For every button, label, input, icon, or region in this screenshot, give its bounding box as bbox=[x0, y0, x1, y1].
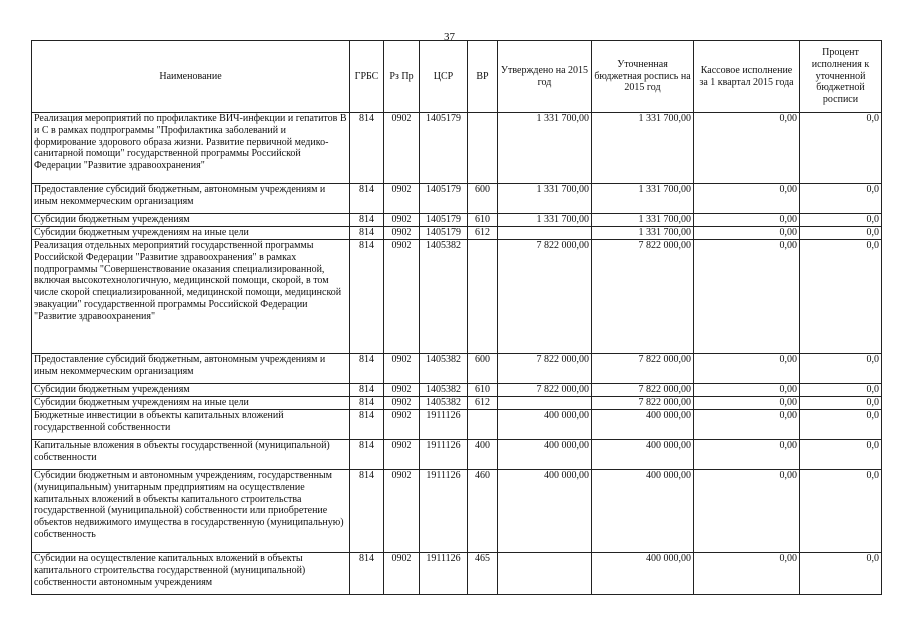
row-approved bbox=[498, 227, 592, 240]
row-name: Субсидии бюджетным и автономным учреждениям, государственным (муниципальным) унитарным предприятиям на осуществление капитальных вложений в объекты капитального строительства государственной (муниципальной) собственности или приобретение объектов недвижимого имущества в государственную (муниципальную) собственность bbox=[32, 470, 350, 553]
row-rzpr: 0902 bbox=[384, 397, 420, 410]
row-percent: 0,0 bbox=[800, 397, 882, 410]
row-grbs: 814 bbox=[350, 113, 384, 184]
row-cash: 0,00 bbox=[694, 240, 800, 354]
row-approved: 400 000,00 bbox=[498, 440, 592, 470]
row-cash: 0,00 bbox=[694, 470, 800, 553]
row-approved: 7 822 000,00 bbox=[498, 240, 592, 354]
row-csr: 1405382 bbox=[420, 384, 468, 397]
row-csr: 1405382 bbox=[420, 397, 468, 410]
header-refined: Уточненная бюджетная роспись на 2015 год bbox=[592, 41, 694, 113]
row-vr bbox=[468, 410, 498, 440]
budget-execution-table bbox=[31, 40, 882, 595]
row-name: Субсидии бюджетным учреждениям на иные цели bbox=[32, 397, 350, 410]
row-name: Субсидии бюджетным учреждениям bbox=[32, 384, 350, 397]
row-name: Субсидии на осуществление капитальных вложений в объекты капитального строительства государственной (муниципальной) собственности автономным учреждениям bbox=[32, 553, 350, 595]
row-vr: 610 bbox=[468, 384, 498, 397]
row-name: Субсидии бюджетным учреждениям bbox=[32, 214, 350, 227]
row-csr: 1405179 bbox=[420, 184, 468, 214]
row-approved: 7 822 000,00 bbox=[498, 354, 592, 384]
row-csr: 1405179 bbox=[420, 113, 468, 184]
row-csr: 1911126 bbox=[420, 553, 468, 595]
row-refined: 1 331 700,00 bbox=[592, 227, 694, 240]
row-rzpr: 0902 bbox=[384, 227, 420, 240]
header-cash: Кассовое исполнение за 1 квартал 2015 года bbox=[694, 41, 800, 113]
row-cash: 0,00 bbox=[694, 214, 800, 227]
row-csr: 1405382 bbox=[420, 240, 468, 354]
row-refined: 7 822 000,00 bbox=[592, 384, 694, 397]
row-grbs: 814 bbox=[350, 440, 384, 470]
row-refined: 1 331 700,00 bbox=[592, 113, 694, 184]
row-cash: 0,00 bbox=[694, 410, 800, 440]
row-csr: 1911126 bbox=[420, 470, 468, 553]
row-cash: 0,00 bbox=[694, 553, 800, 595]
row-vr: 600 bbox=[468, 354, 498, 384]
table-row bbox=[32, 227, 882, 240]
header-approved: Утверждено на 2015 год bbox=[498, 41, 592, 113]
row-rzpr: 0902 bbox=[384, 354, 420, 384]
header-vr: ВР bbox=[468, 41, 498, 113]
row-percent: 0,0 bbox=[800, 470, 882, 553]
row-rzpr: 0902 bbox=[384, 470, 420, 553]
row-csr: 1405179 bbox=[420, 227, 468, 240]
row-cash: 0,00 bbox=[694, 227, 800, 240]
table-row bbox=[32, 440, 882, 470]
row-rzpr: 0902 bbox=[384, 113, 420, 184]
header-csr: ЦСР bbox=[420, 41, 468, 113]
row-name: Предоставление субсидий бюджетным, автономным учреждениям и иным некоммерческим организациям bbox=[32, 184, 350, 214]
row-rzpr: 0902 bbox=[384, 553, 420, 595]
row-approved: 400 000,00 bbox=[498, 410, 592, 440]
row-refined: 400 000,00 bbox=[592, 410, 694, 440]
row-percent: 0,0 bbox=[800, 227, 882, 240]
table-row bbox=[32, 354, 882, 384]
row-percent: 0,0 bbox=[800, 440, 882, 470]
row-grbs: 814 bbox=[350, 470, 384, 553]
row-refined: 7 822 000,00 bbox=[592, 397, 694, 410]
row-approved: 400 000,00 bbox=[498, 470, 592, 553]
row-approved: 1 331 700,00 bbox=[498, 214, 592, 227]
row-csr: 1405179 bbox=[420, 214, 468, 227]
table-row bbox=[32, 184, 882, 214]
row-percent: 0,0 bbox=[800, 184, 882, 214]
row-vr: 400 bbox=[468, 440, 498, 470]
row-percent: 0,0 bbox=[800, 553, 882, 595]
row-grbs: 814 bbox=[350, 214, 384, 227]
header-percent: Процент исполнения к уточненной бюджетной росписи bbox=[800, 41, 882, 113]
row-grbs: 814 bbox=[350, 240, 384, 354]
row-vr: 610 bbox=[468, 214, 498, 227]
row-refined: 7 822 000,00 bbox=[592, 240, 694, 354]
row-rzpr: 0902 bbox=[384, 214, 420, 227]
row-refined: 1 331 700,00 bbox=[592, 214, 694, 227]
row-approved: 1 331 700,00 bbox=[498, 113, 592, 184]
row-vr: 612 bbox=[468, 227, 498, 240]
table-row bbox=[32, 113, 882, 184]
row-cash: 0,00 bbox=[694, 384, 800, 397]
header-grbs: ГРБС bbox=[350, 41, 384, 113]
row-percent: 0,0 bbox=[800, 214, 882, 227]
row-grbs: 814 bbox=[350, 410, 384, 440]
row-vr bbox=[468, 240, 498, 354]
table-row bbox=[32, 384, 882, 397]
row-percent: 0,0 bbox=[800, 240, 882, 354]
row-rzpr: 0902 bbox=[384, 440, 420, 470]
row-approved: 7 822 000,00 bbox=[498, 384, 592, 397]
row-vr: 465 bbox=[468, 553, 498, 595]
row-name: Бюджетные инвестиции в объекты капитальных вложений государственной собственности bbox=[32, 410, 350, 440]
row-percent: 0,0 bbox=[800, 354, 882, 384]
row-csr: 1911126 bbox=[420, 440, 468, 470]
row-name: Субсидии бюджетным учреждениям на иные цели bbox=[32, 227, 350, 240]
row-cash: 0,00 bbox=[694, 354, 800, 384]
row-vr bbox=[468, 113, 498, 184]
row-vr: 600 bbox=[468, 184, 498, 214]
row-rzpr: 0902 bbox=[384, 384, 420, 397]
row-grbs: 814 bbox=[350, 397, 384, 410]
row-refined: 7 822 000,00 bbox=[592, 354, 694, 384]
row-cash: 0,00 bbox=[694, 113, 800, 184]
row-refined: 400 000,00 bbox=[592, 553, 694, 595]
row-name: Предоставление субсидий бюджетным, автономным учреждениям и иным некоммерческим организациям bbox=[32, 354, 350, 384]
row-vr: 612 bbox=[468, 397, 498, 410]
row-grbs: 814 bbox=[350, 384, 384, 397]
row-grbs: 814 bbox=[350, 553, 384, 595]
row-rzpr: 0902 bbox=[384, 410, 420, 440]
row-refined: 400 000,00 bbox=[592, 440, 694, 470]
table-row bbox=[32, 553, 882, 595]
row-approved bbox=[498, 397, 592, 410]
row-cash: 0,00 bbox=[694, 440, 800, 470]
row-name: Реализация отдельных мероприятий государственной программы Российской Федерации "Развитие здравоохранения" в рамках подпрограммы "Совершенствование оказания специализированной, включая высокотехнологичную, медицинской помощи, скорой, в том числе скорой специализированной, медицинской помощи, медицинской эвакуации" государственной программы Российской Федерации "Развитие здравоохранения" bbox=[32, 240, 350, 354]
row-grbs: 814 bbox=[350, 184, 384, 214]
row-percent: 0,0 bbox=[800, 113, 882, 184]
row-cash: 0,00 bbox=[694, 397, 800, 410]
page-number: 37 bbox=[444, 31, 455, 43]
row-approved bbox=[498, 553, 592, 595]
row-percent: 0,0 bbox=[800, 410, 882, 440]
row-name: Реализация мероприятий по профилактике ВИЧ-инфекции и гепатитов В и С в рамках подпрограммы "Профилактика заболеваний и формирование здорового образа жизни. Развитие первичной медико-санитарной помощи" государственной программы Российской Федерации "Развитие здравоохранения" bbox=[32, 113, 350, 184]
row-csr: 1911126 bbox=[420, 410, 468, 440]
header-rzpr: Рз Пр bbox=[384, 41, 420, 113]
table-row bbox=[32, 410, 882, 440]
row-name: Капитальные вложения в объекты государственной (муниципальной) собственности bbox=[32, 440, 350, 470]
row-percent: 0,0 bbox=[800, 384, 882, 397]
row-rzpr: 0902 bbox=[384, 184, 420, 214]
row-approved: 1 331 700,00 bbox=[498, 184, 592, 214]
row-rzpr: 0902 bbox=[384, 240, 420, 354]
table-header-row bbox=[32, 41, 882, 113]
row-refined: 1 331 700,00 bbox=[592, 184, 694, 214]
table-row bbox=[32, 214, 882, 227]
row-csr: 1405382 bbox=[420, 354, 468, 384]
table-row bbox=[32, 397, 882, 410]
row-grbs: 814 bbox=[350, 354, 384, 384]
table-row bbox=[32, 470, 882, 553]
header-name: Наименование bbox=[32, 41, 350, 113]
row-grbs: 814 bbox=[350, 227, 384, 240]
row-vr: 460 bbox=[468, 470, 498, 553]
table-row bbox=[32, 240, 882, 354]
row-refined: 400 000,00 bbox=[592, 470, 694, 553]
row-cash: 0,00 bbox=[694, 184, 800, 214]
